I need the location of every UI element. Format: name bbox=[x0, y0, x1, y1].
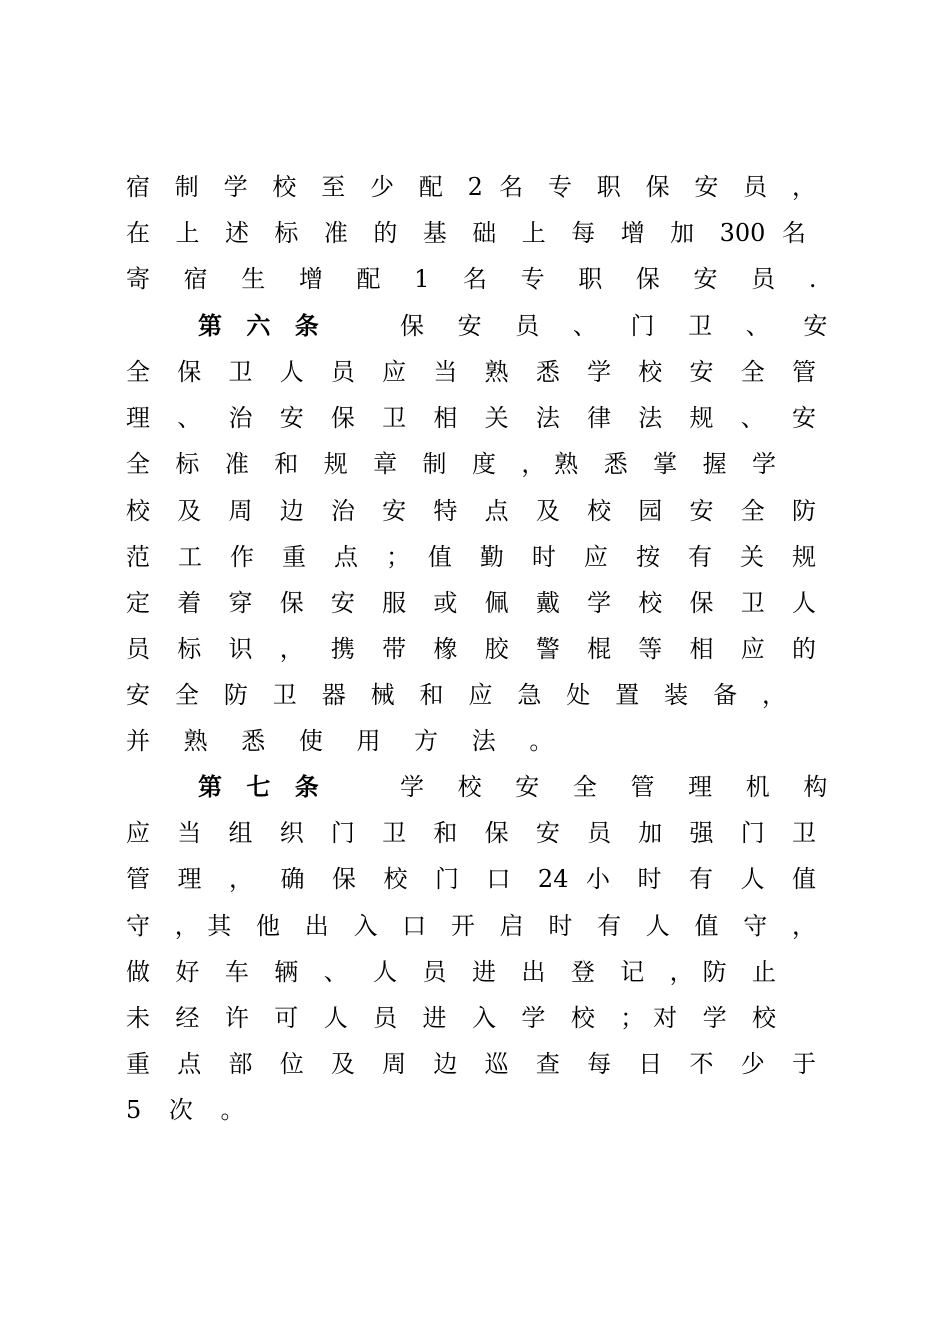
article-6-first-text: 保 安 员 、 门 卫 、 安 bbox=[400, 312, 841, 340]
text-line: 校 及 周 边 治 安 特 点 及 校 园 安 全 防 bbox=[126, 497, 816, 525]
article-7-heading: 第 七 条 bbox=[198, 773, 327, 801]
text-line bbox=[126, 264, 830, 294]
text-line: 守 ，其 他 出 入 口 开 启 时 有 人 值 守 ， bbox=[126, 912, 816, 940]
text-line: 安 全 防 卫 器 械 和 应 急 处 置 装 备 ， bbox=[126, 681, 786, 709]
text-line: 全 保 卫 人 员 应 当 熟 悉 学 校 安 全 管 bbox=[126, 358, 816, 386]
text-line: 定 着 穿 保 安 服 或 佩 戴 学 校 保 卫 人 bbox=[126, 589, 816, 617]
text-line-content: 并 熟 悉 使 用 方 法 。 bbox=[126, 727, 567, 755]
text-line: 全 标 准 和 规 章 制 度 ，熟 悉 掌 握 学 bbox=[126, 450, 776, 478]
text-line bbox=[126, 726, 816, 756]
text-line-content: 寄 宿 生 增 配 1 名 专 职 保 安 员 . bbox=[126, 265, 830, 293]
article-7-first-text: 学 校 安 全 管 理 机 构 bbox=[400, 773, 841, 801]
text-line: 重 点 部 位 及 周 边 巡 查 每 日 不 少 于 bbox=[126, 1050, 816, 1078]
text-line: 应 当 组 织 门 卫 和 保 安 员 加 强 门 卫 bbox=[126, 819, 816, 847]
text-line: 做 好 车 辆 、 人 员 进 出 登 记 ，防 止 bbox=[126, 958, 776, 986]
text-line: 未 经 许 可 人 员 进 入 学 校 ；对 学 校 bbox=[126, 1004, 776, 1032]
text-line-content: 5 次 。 bbox=[126, 1096, 255, 1124]
text-line bbox=[126, 1095, 816, 1125]
text-line: 范 工 作 重 点 ； 值 勤 时 应 按 有 关 规 bbox=[126, 543, 816, 571]
text-line: 员 标 识 ， 携 带 橡 胶 警 棍 等 相 应 的 bbox=[126, 635, 816, 663]
article-7-first-line bbox=[198, 772, 841, 802]
article-6-first-line bbox=[198, 311, 841, 341]
text-line: 管 理 ， 确 保 校 门 口 24 小 时 有 人 值 bbox=[126, 865, 816, 893]
text-line: 理 、 治 安 保 卫 相 关 法 律 法 规 、 安 bbox=[126, 404, 816, 432]
article-6-heading: 第 六 条 bbox=[198, 312, 327, 340]
text-line: 宿 制 学 校 至 少 配 2 名 专 职 保 安 员 ， bbox=[126, 173, 816, 201]
text-line: 在 上 述 标 准 的 基 础 上 每 增 加 300 名 bbox=[126, 219, 806, 247]
